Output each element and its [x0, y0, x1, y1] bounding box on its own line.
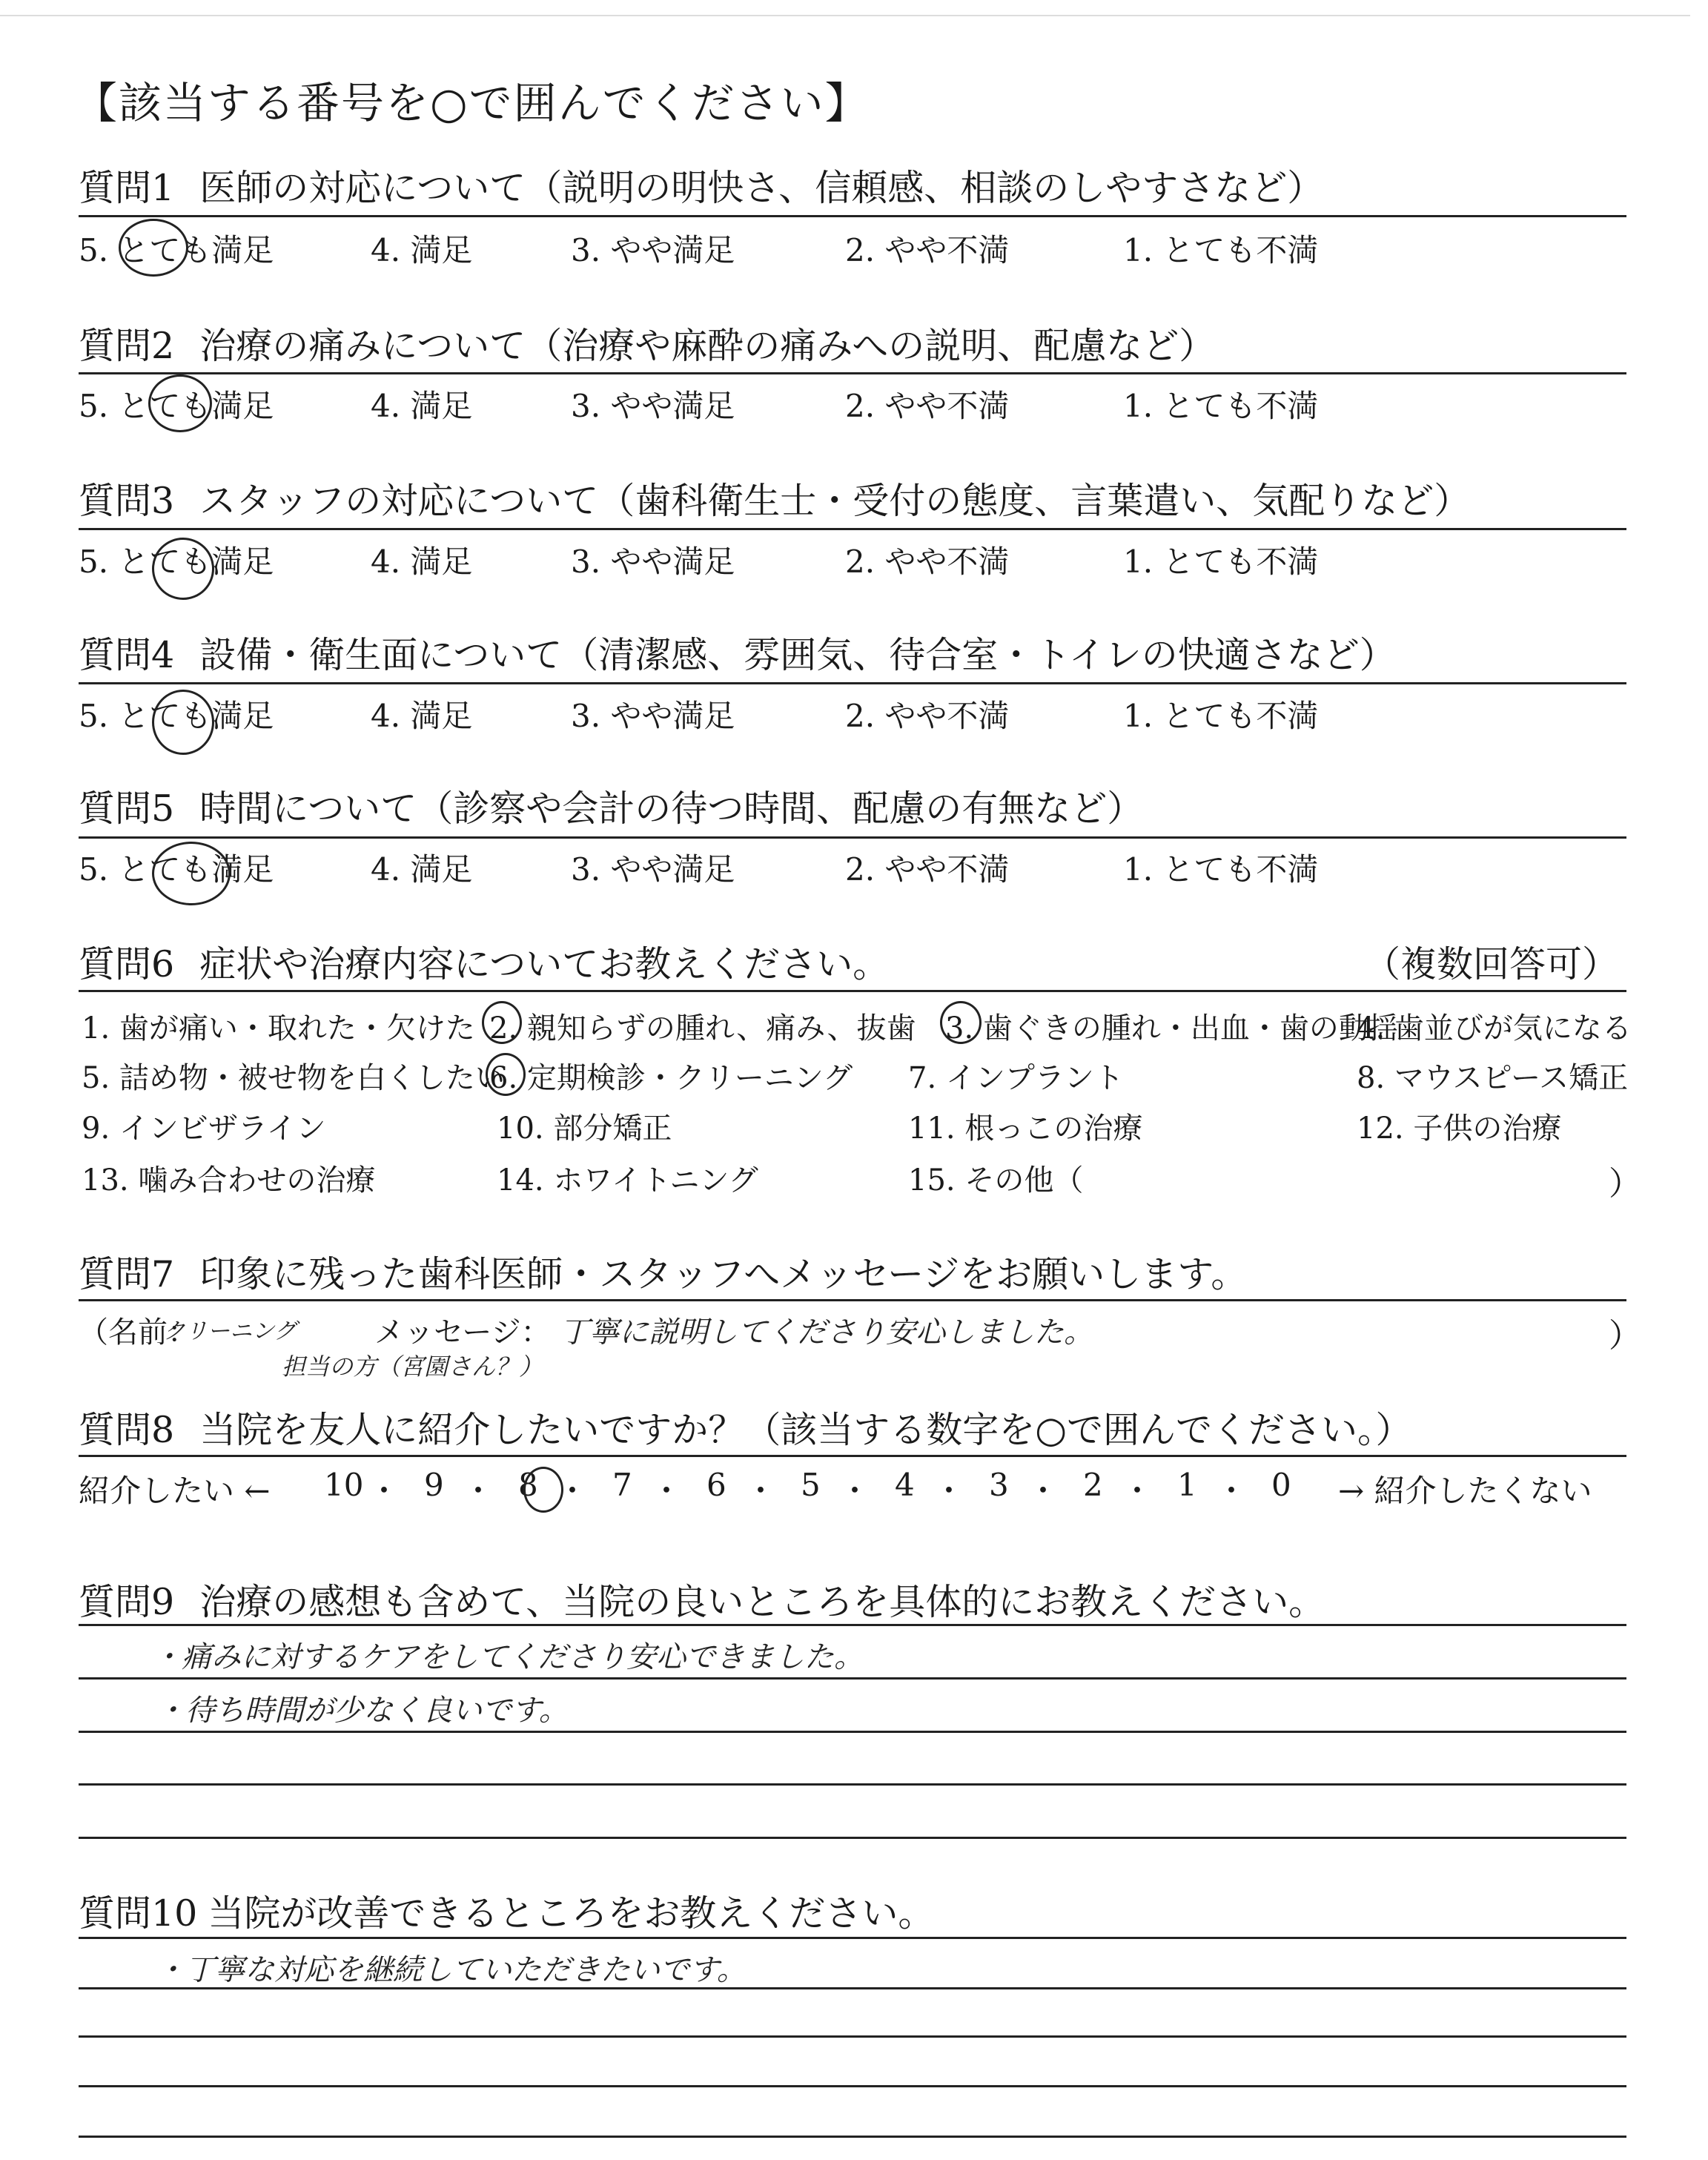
q6-option-7[interactable]: 7. インプラント: [908, 1061, 1124, 1095]
q5-option-4[interactable]: 4. 満足: [371, 851, 473, 888]
q1-selection-circle: [119, 219, 188, 277]
q8-scale-8[interactable]: 8: [518, 1467, 538, 1503]
q8-scale-separator: ・: [839, 1473, 871, 1509]
q1-option-4[interactable]: 4. 満足: [371, 232, 473, 268]
question-9-title: 質問9 治療の感想も含めて、当院の良いところを具体的にお教えください。: [79, 1581, 1325, 1623]
q4-option-5[interactable]: 5. とても満足: [79, 698, 274, 734]
q2-option-1[interactable]: 1. とても不満: [1123, 388, 1319, 424]
q3-option-1[interactable]: 1. とても不満: [1123, 544, 1319, 580]
top-rule: [0, 15, 1690, 16]
answer-line: [79, 2085, 1626, 2087]
q4-option-4[interactable]: 4. 満足: [371, 698, 473, 734]
question-10-title: 質問10 当院が改善できるところをお教えください。: [79, 1892, 935, 1935]
form-heading: 【該当する番号を○で囲んでください】: [74, 78, 870, 128]
q6-option-2[interactable]: 2. 親知らずの腫れ、痛み、抜歯: [489, 1011, 916, 1046]
divider: [79, 1937, 1626, 1939]
q5-selection-circle: [152, 842, 231, 905]
q7-message-label: メッセージ：: [374, 1315, 551, 1350]
answer-line: [79, 2035, 1626, 2038]
divider: [79, 528, 1626, 530]
q8-scale-separator: ・: [651, 1473, 683, 1509]
q8-scale-separator: ・: [1216, 1473, 1248, 1509]
q8-scale-7[interactable]: 7: [612, 1467, 632, 1503]
q1-option-2[interactable]: 2. やや不満: [845, 232, 1010, 268]
q4-option-2[interactable]: 2. やや不満: [845, 698, 1010, 734]
q6-option-1[interactable]: 1. 歯が痛い・取れた・欠けた: [82, 1011, 475, 1046]
q8-scale-separator: ・: [1122, 1473, 1153, 1509]
q2-option-3[interactable]: 3. やや満足: [571, 388, 735, 424]
q1-option-3[interactable]: 3. やや満足: [571, 232, 735, 268]
q6-option-9[interactable]: 9. インビザライン: [82, 1112, 326, 1146]
q4-option-3[interactable]: 3. やや満足: [571, 698, 735, 734]
q10-answer-1[interactable]: ・丁寧な対応を継続していただきたいです。: [156, 1953, 747, 1987]
q7-close-paren: ）: [1609, 1317, 1641, 1355]
divider: [79, 372, 1626, 374]
q7-name-value[interactable]: クリーニング: [163, 1318, 297, 1344]
answer-line: [79, 2136, 1626, 2138]
q8-scale-1[interactable]: 1: [1177, 1467, 1197, 1503]
q3-option-3[interactable]: 3. やや満足: [571, 544, 735, 580]
q6-option-10[interactable]: 10. 部分矯正: [497, 1112, 672, 1146]
q5-option-2[interactable]: 2. やや不満: [845, 851, 1010, 888]
answer-line: [79, 1731, 1626, 1733]
q9-answer-2[interactable]: ・待ち時間が少なく良いです。: [156, 1694, 569, 1728]
q3-option-5[interactable]: 5. とても満足: [79, 544, 274, 580]
q8-scale-0[interactable]: 0: [1271, 1467, 1291, 1503]
q8-scale-separator: ・: [1027, 1473, 1059, 1509]
q8-scale-3[interactable]: 3: [989, 1467, 1009, 1503]
q3-option-4[interactable]: 4. 満足: [371, 544, 473, 580]
q6-option-8[interactable]: 8. マウスピース矯正: [1357, 1061, 1629, 1095]
answer-line: [79, 1677, 1626, 1680]
q6-option-5[interactable]: 5. 詰め物・被せ物を白くしたい: [82, 1061, 505, 1095]
divider: [79, 1299, 1626, 1301]
q6-option-4[interactable]: 4. 歯並びが気になる: [1357, 1011, 1632, 1046]
divider: [79, 990, 1626, 992]
q6-option-3[interactable]: 3. 歯ぐきの腫れ・出血・歯の動揺: [945, 1011, 1398, 1046]
q1-option-5[interactable]: 5. とても満足: [79, 232, 274, 268]
q8-scale-separator: ・: [557, 1473, 589, 1509]
q5-option-1[interactable]: 1. とても不満: [1123, 851, 1319, 888]
q4-selection-circle: [152, 690, 214, 755]
divider: [79, 836, 1626, 839]
q8-scale-separator: ・: [933, 1473, 965, 1509]
q6-selection-circle-3: [940, 1001, 982, 1044]
q7-message-value[interactable]: 丁寧に説明してくださり安心しました。: [560, 1315, 1093, 1350]
q9-answer-1[interactable]: ・痛みに対するケアをしてくださり安心できました。: [152, 1640, 864, 1674]
divider: [79, 1624, 1626, 1626]
question-4-title: 質問4 設備・衛生面について（清潔感、雰囲気、待合室・トイレの快適さなど）: [79, 634, 1396, 676]
divider: [79, 682, 1626, 684]
q4-option-1[interactable]: 1. とても不満: [1123, 698, 1319, 734]
q6-option-11[interactable]: 11. 根っこの治療: [908, 1112, 1143, 1146]
q6-option-6[interactable]: 6. 定期検診・クリーニング: [489, 1061, 853, 1095]
q2-option-4[interactable]: 4. 満足: [371, 388, 473, 424]
q8-scale-separator: ・: [463, 1473, 494, 1509]
q2-option-2[interactable]: 2. やや不満: [845, 388, 1010, 424]
question-5-title: 質問5 時間について（診察や会計の待つ時間、配慮の有無など）: [79, 787, 1144, 830]
q7-name-value-2[interactable]: 担当の方（宮園さん？）: [282, 1353, 543, 1381]
q5-option-3[interactable]: 3. やや満足: [571, 851, 735, 888]
q1-option-1[interactable]: 1. とても不満: [1123, 232, 1319, 268]
q2-option-5[interactable]: 5. とても満足: [79, 388, 274, 424]
q3-selection-circle: [152, 538, 214, 600]
q6-option-13[interactable]: 13. 噛み合わせの治療: [82, 1163, 376, 1198]
q6-selection-circle-6: [486, 1053, 526, 1096]
q3-option-2[interactable]: 2. やや不満: [845, 544, 1010, 580]
q6-multiple-answers-note: （複数回答可）: [1364, 943, 1619, 985]
question-8-title: 質問8 当院を友人に紹介したいですか？（該当する数字を○で囲んでください。）: [79, 1409, 1412, 1451]
q2-selection-circle: [148, 374, 212, 432]
q7-name-label: （名前：: [79, 1315, 197, 1350]
q8-scale-2[interactable]: 2: [1083, 1467, 1103, 1503]
q8-scale-4[interactable]: 4: [895, 1467, 915, 1503]
q5-option-5[interactable]: 5. とても満足: [79, 851, 274, 888]
q8-left-label: 紹介したい ←: [79, 1473, 271, 1509]
question-7-title: 質問7 印象に残った歯科医師・スタッフへメッセージをお願いします。: [79, 1253, 1248, 1295]
q8-scale-5[interactable]: 5: [801, 1467, 821, 1503]
question-6-title: 質問6 症状や治療内容についてお教えください。: [79, 943, 890, 985]
divider: [79, 1455, 1626, 1457]
q6-option-15[interactable]: 15. その他（: [908, 1163, 1084, 1198]
question-2-title: 質問2 治療の痛みについて（治療や麻酔の痛みへの説明、配慮など）: [79, 325, 1216, 367]
q6-other-close-paren: ）: [1609, 1165, 1641, 1203]
answer-line: [79, 1837, 1626, 1839]
q6-option-12[interactable]: 12. 子供の治療: [1357, 1112, 1562, 1146]
divider: [79, 215, 1626, 217]
q8-scale-9[interactable]: 9: [424, 1467, 444, 1503]
q6-selection-circle-2: [482, 1001, 522, 1044]
q8-scale-6[interactable]: 6: [706, 1467, 726, 1503]
q8-scale-separator: ・: [368, 1473, 400, 1509]
q6-option-14[interactable]: 14. ホワイトニング: [497, 1163, 758, 1198]
answer-line: [79, 1783, 1626, 1786]
q8-scale-10[interactable]: 10: [324, 1467, 364, 1503]
q8-scale-separator: ・: [745, 1473, 777, 1509]
question-1-title: 質問1 医師の対応について（説明の明快さ、信頼感、相談のしやすさなど）: [79, 167, 1324, 209]
question-3-title: 質問3 スタッフの対応について（歯科衛生士・受付の態度、言葉遣い、気配りなど）: [79, 480, 1471, 522]
q8-right-label: → 紹介したくない: [1338, 1473, 1592, 1509]
q8-selection-circle: [523, 1467, 563, 1513]
